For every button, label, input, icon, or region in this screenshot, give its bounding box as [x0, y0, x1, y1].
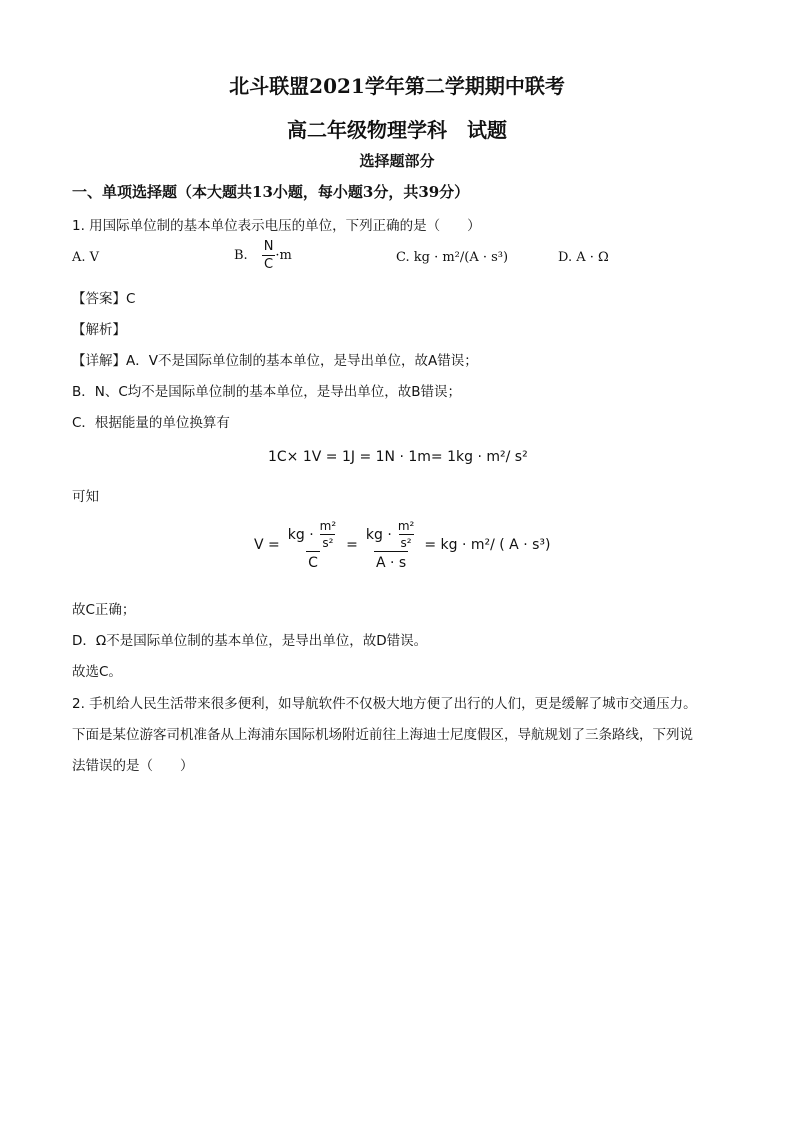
- answer-value: C: [126, 291, 136, 307]
- detail-line-4: 故C正确；: [72, 602, 136, 618]
- detail-line-1: 【详解】A．V不是国际单位制的基本单位，是导出单位，故A错误；: [72, 353, 478, 369]
- conclusion: 故选C。: [72, 664, 122, 680]
- analysis-label: 【解析】: [72, 322, 126, 338]
- eq-f1-inner-den: s²: [322, 536, 334, 550]
- answer-label: 【答案】: [72, 291, 126, 307]
- detail-line-3: C．根据能量的单位换算有: [72, 415, 230, 431]
- eq-fraction-1-numerator: [286, 520, 340, 551]
- part-heading: 选择题部分: [359, 152, 435, 170]
- option-b: [234, 240, 292, 271]
- question-2-line-3: 法错误的是（ ）: [72, 758, 194, 774]
- option-b-suffix: ·m: [275, 248, 292, 263]
- eq-lhs: V =: [254, 537, 280, 553]
- eq-fraction-1: [286, 520, 340, 570]
- eq-f2-inner: [396, 520, 417, 549]
- detail-line-2: B．N、C均不是国际单位制的基本单位，是导出单位，故B错误；: [72, 384, 462, 400]
- section-heading: 一、单项选择题（本大题共13小题，每小题3分，共39分）: [72, 183, 470, 201]
- eq-rhs: = kg · m²/ ( A · s³): [424, 537, 551, 553]
- eq-f2-inner-den: s²: [400, 536, 412, 550]
- eq-f1-inner: [318, 520, 339, 549]
- equation-energy: 1C× 1V = 1J = 1N · 1m= 1kg · m²/ s²: [268, 449, 528, 465]
- eq-f2-inner-num: m²: [397, 519, 415, 533]
- question-2-line-2: 下面是某位游客司机准备从上海浦东国际机场附近前往上海迪士尼度假区，导航规划了三条路线，下列说: [72, 727, 693, 743]
- question-1-stem: 1. 用国际单位制的基本单位表示电压的单位，下列正确的是（ ）: [72, 218, 481, 234]
- eq-f1-inner-num: m²: [319, 519, 337, 533]
- question-2-line-1: 2. 手机给人民生活带来很多便利，如导航软件不仅极大地方便了出行的人们，更是缓解了城市交通压力。: [72, 696, 697, 712]
- kezhi-text: 可知: [72, 489, 99, 505]
- option-b-fraction: [262, 240, 276, 271]
- option-c: C. kg · m²/(A · s³): [396, 250, 509, 265]
- option-b-denominator: C: [264, 257, 274, 272]
- document-subtitle: 高二年级物理学科 试题: [287, 118, 507, 142]
- equation-voltage: [254, 520, 550, 570]
- eq-f1-kg: kg ·: [287, 526, 314, 543]
- eq-equals: =: [346, 537, 358, 553]
- option-b-numerator: N: [263, 239, 274, 254]
- detail-line-5: D．Ω不是国际单位制的基本单位，是导出单位，故D错误。: [72, 633, 428, 649]
- answer-line: [72, 287, 135, 307]
- eq-fraction-2: [364, 520, 418, 570]
- eq-f2-kg: kg ·: [365, 526, 392, 543]
- eq-fraction-2-denominator: A · s: [374, 551, 408, 570]
- option-b-label: B.: [234, 248, 248, 263]
- eq-fraction-1-denominator: C: [306, 551, 320, 570]
- option-a: A. V: [72, 250, 100, 265]
- document-title: 北斗联盟2021学年第二学期期中联考: [229, 74, 565, 98]
- option-d: D. A · Ω: [558, 250, 609, 265]
- eq-fraction-2-numerator: [364, 520, 418, 551]
